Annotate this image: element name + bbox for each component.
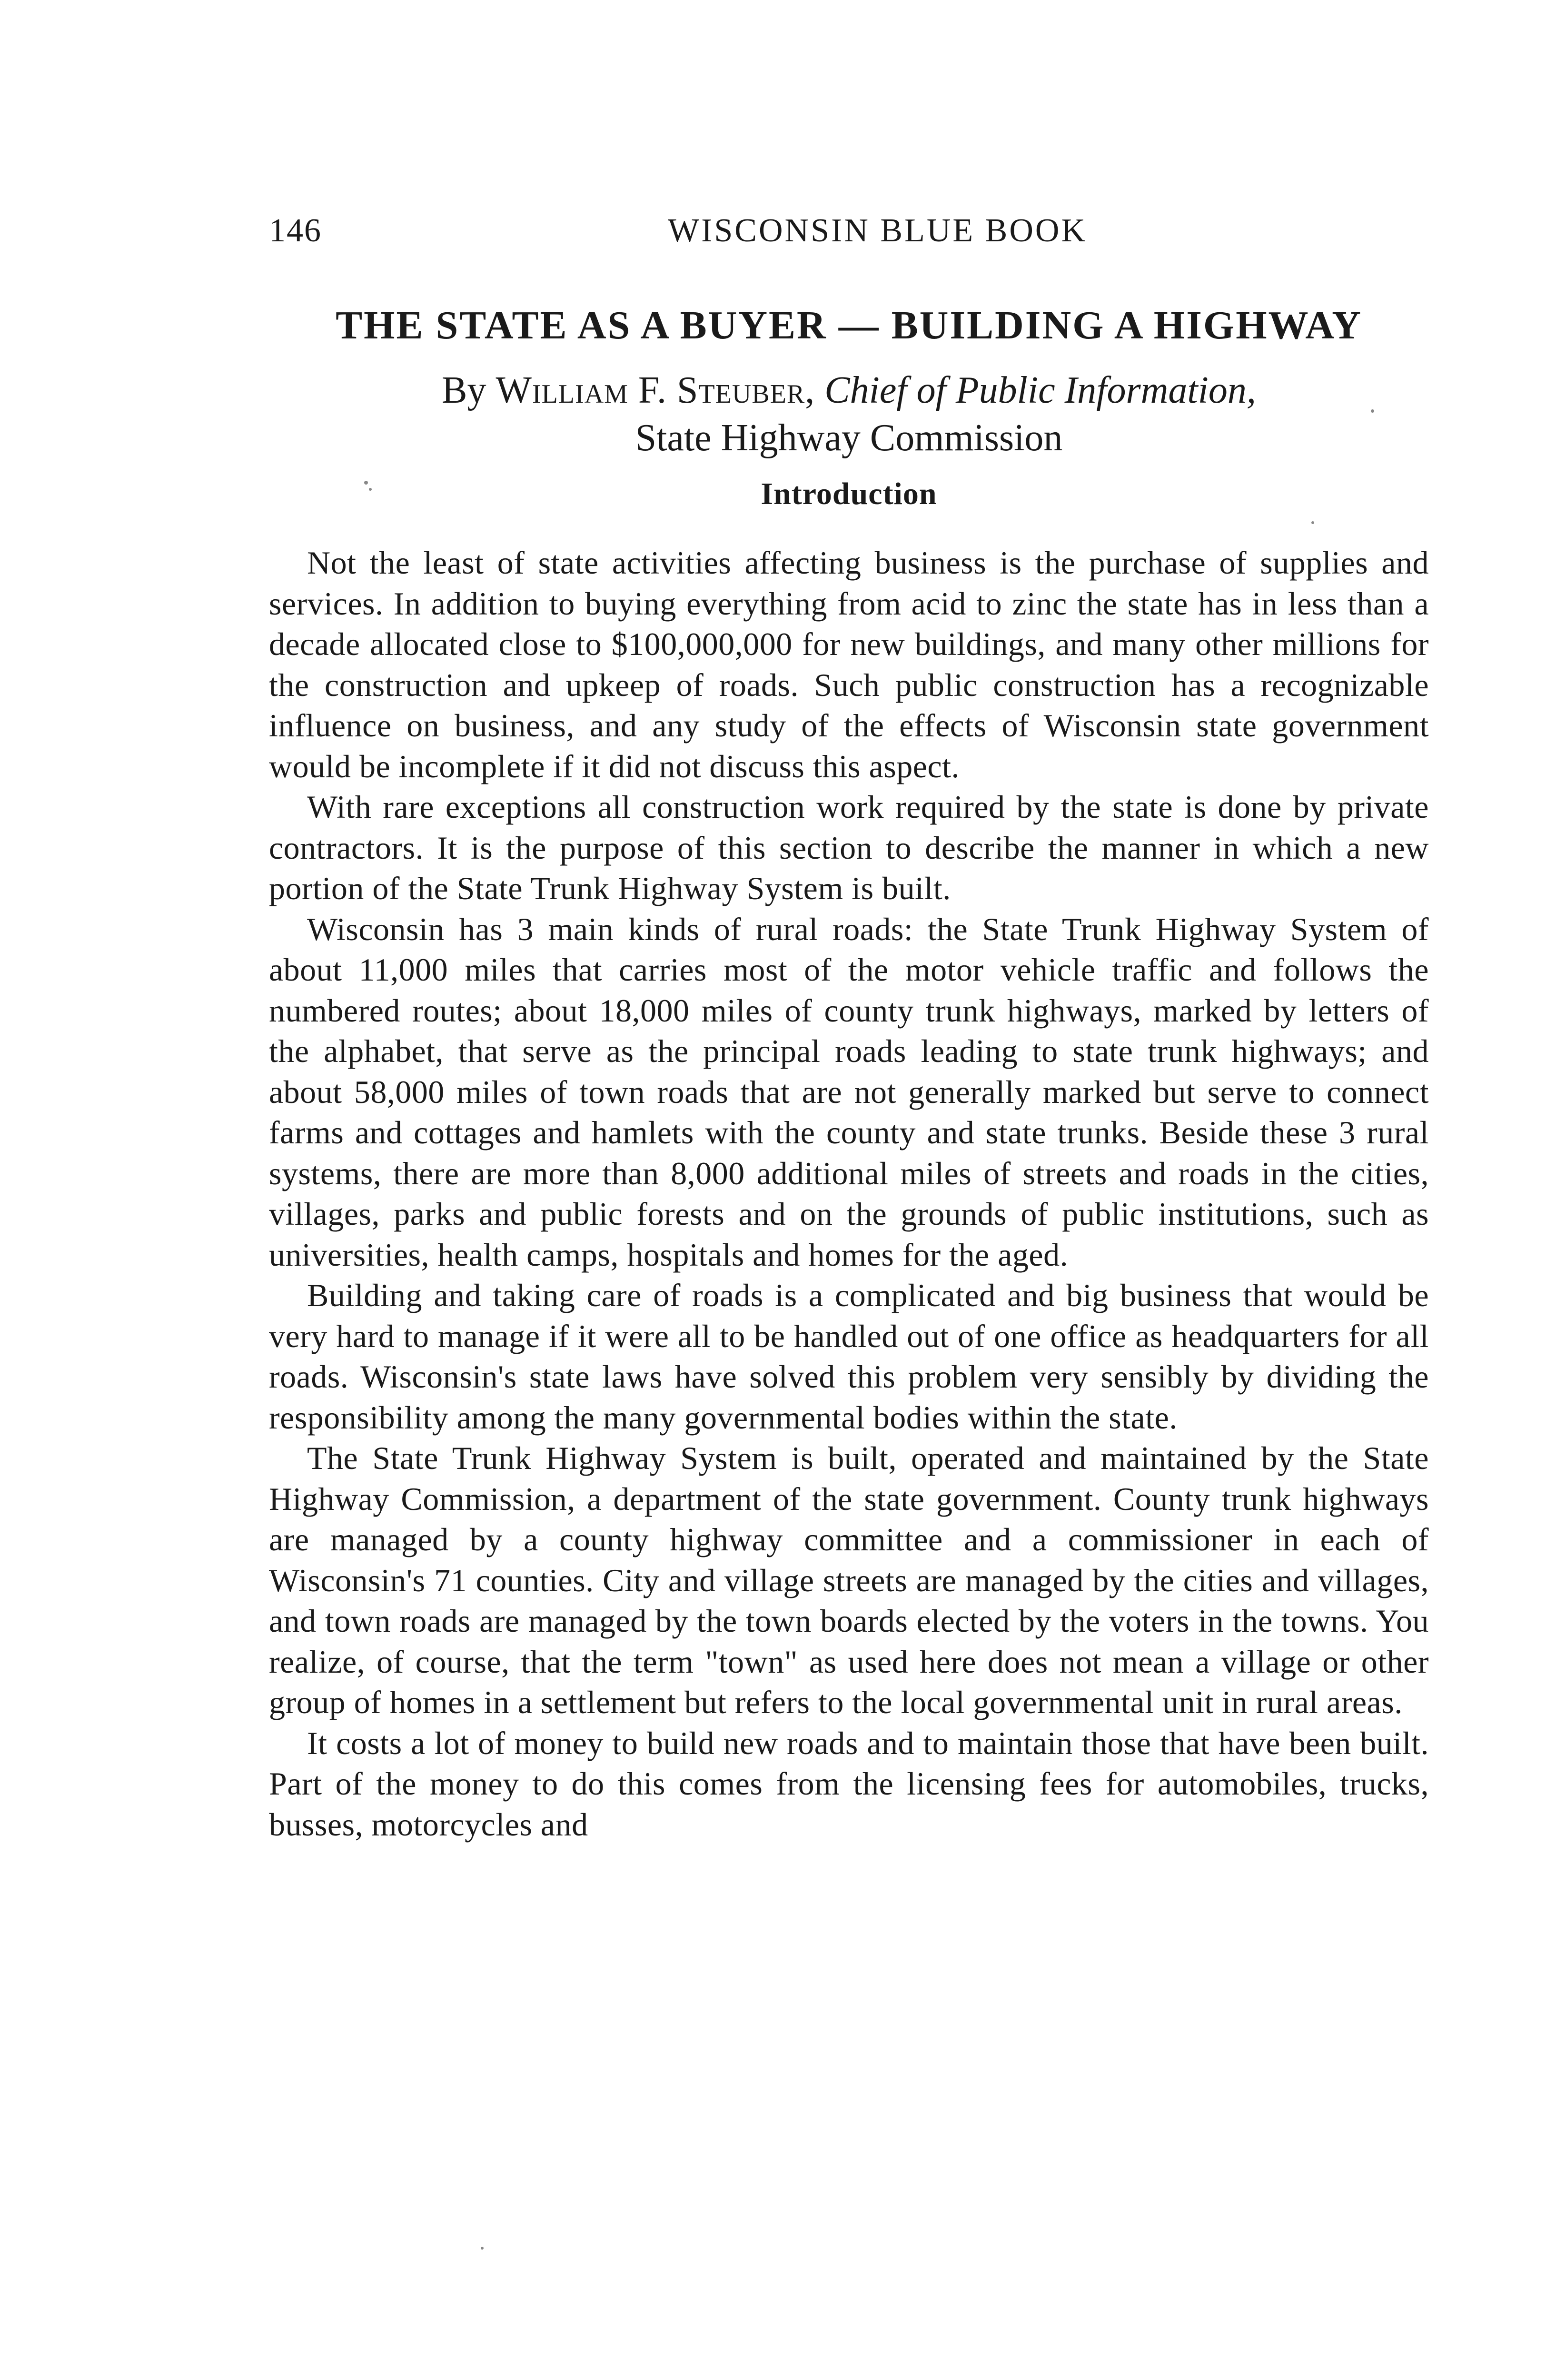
paragraph: It costs a lot of money to build new roads and to maintain those that have been built. Part of the money to do this comes from the licensing fees for automobiles, trucks, busses, motorcycles and [269,1725,1429,1843]
byline-line-1 [269,367,1429,414]
paper-speck [481,2247,484,2250]
paragraph: The State Trunk Highway System is built, operated and maintained by the State Highway Commission, a department of the state government. County trunk highways are managed by a county highway committee and a commissioner in each of Wisconsin's 71 counties. City and village streets are managed by the cities and villages, and town roads are managed by the town boards elected by the voters in the towns. You realize, of course, that the term "town" as used here does not mean a village or other group of homes in a settlement but refers to the local governmental unit in rural areas. [269,1440,1429,1720]
page-number: 146 [269,212,322,249]
paragraph: Not the least of state activities affecting business is the purchase of supplies and services. In addition to buying everything from acid to zinc the state has in less than a decade allocated close to $100,000,000 for new buildings, and many other millions for the construction and upkeep of roads. Such public construction has a recognizable influence on business, and any study of the effects of Wisconsin state government would be incomplete if it did not discuss this aspect. [269,545,1429,784]
paragraph: Building and taking care of roads is a complicated and big business that would be very hard to manage if it were all to be handled out of one office as headquarters for all roads. Wisconsin's state laws have solved this problem very sensibly by dividing the responsibility among the many governmental bodies within the state. [269,1277,1429,1436]
byline [269,367,1429,462]
author-role: Chief of Public Information, [824,369,1256,411]
running-head [269,212,1429,259]
paper-speck [1311,521,1314,524]
book-title: WISCONSIN BLUE BOOK [668,212,1087,249]
author-organization: State Highway Commission [635,417,1063,459]
paper-speck [364,481,368,485]
paper-speck [1371,409,1374,413]
paper-speck [369,488,372,491]
paragraph: With rare exceptions all construction work required by the state is done by private contractors. It is the purpose of this section to describe the manner in which a new portion of the State Trunk Highway System is built. [269,789,1429,906]
section-heading: Introduction [761,476,937,511]
paragraph: Wisconsin has 3 main kinds of rural roads: the State Trunk Highway System of about 11,000 miles that carries most of the motor vehicle traffic and follows the numbered routes; about 18,000 miles of county trunk highways, marked by letters of the alphabet, that serve as the principal roads leading to state trunk highways; and about 58,000 miles of town roads that are not generally marked but serve to connect farms and cottages and hamlets with the county and state trunks. Beside these 3 rural systems, there are more than 8,000 additional miles of streets and roads in the cities, villages, parks and public forests and on the grounds of public institutions, such as universities, health camps, hospitals and homes for the aged. [269,911,1429,1273]
article-title: THE STATE AS A BUYER — BUILDING A HIGHWAY [336,303,1362,347]
body-text [269,543,1429,1845]
byline-prefix: By [442,369,486,411]
author-name: William F. Steuber, [496,369,815,411]
